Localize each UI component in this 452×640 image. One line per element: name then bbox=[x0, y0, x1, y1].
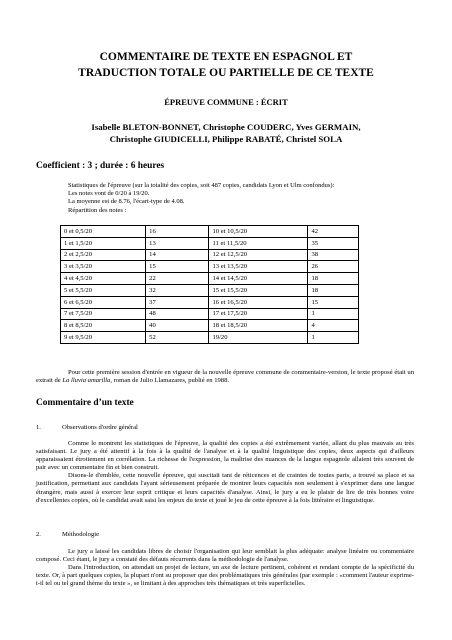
paragraph: Disons-le d'emblée, cette nouvelle épreuve, qui suscitait tant de réticences et de craintes de toutes parts, a trouvé sa place et sa justification, permettant aux candidats l'ayant sérieusement préparée de montrer leurs capacités non seulement à s'exprimer dans une langue étrangère, mais aussi à exercer leur esprit critique et leurs capacités d'analyse. Ainsi, le jury a eu le plaisir de lire de très bonnes voire d'excellentes copies, où le candidat avait saisi les enjeux du texte et joué le jeu de cette épreuve à la fois littéraire et linguistique. bbox=[36, 472, 414, 504]
copy-count-cell: 48 bbox=[146, 308, 209, 320]
copy-count-cell: 1 bbox=[308, 308, 359, 320]
table-row bbox=[61, 249, 359, 261]
grade-range-cell: 8 et 8,5/20 bbox=[61, 320, 146, 332]
book-title: La lluvia amarilla bbox=[62, 377, 111, 385]
copy-count-cell: 4 bbox=[308, 320, 359, 332]
copy-count-cell: 42 bbox=[308, 226, 359, 238]
copy-count-cell: 13 bbox=[146, 237, 209, 249]
document-title bbox=[40, 49, 412, 81]
grade-range-cell: 1 et 1,5/20 bbox=[61, 237, 146, 249]
stats-line-1: Statistiques de l'épreuve (sur la totalité des copies, soit 487 copies, candidats Lyon et Ulm confondus): bbox=[68, 182, 335, 189]
table-row bbox=[61, 332, 359, 344]
copy-count-cell: 38 bbox=[308, 249, 359, 261]
copy-count-cell: 32 bbox=[146, 284, 209, 296]
section-heading: Commentaire d’un texte bbox=[36, 398, 134, 408]
authors bbox=[40, 122, 412, 145]
copy-count-cell: 16 bbox=[146, 226, 209, 238]
copy-count-cell: 35 bbox=[308, 237, 359, 249]
table-row bbox=[61, 320, 359, 332]
exam-statistics bbox=[68, 182, 413, 215]
grade-range-cell: 4 et 4,5/20 bbox=[61, 273, 146, 285]
grade-range-cell: 19/20 bbox=[209, 332, 308, 344]
authors-line-1: Isabelle BLETON-BONNET, Christophe COUDERC, Yves GERMAIN, bbox=[91, 122, 361, 132]
grade-range-cell: 9 et 9,5/20 bbox=[61, 332, 146, 344]
copy-count-cell: 26 bbox=[308, 261, 359, 273]
subsection-1-title: Observations d'ordre général bbox=[62, 424, 138, 431]
grade-range-cell: 7 et 7,5/20 bbox=[61, 308, 146, 320]
subsection-1-body bbox=[36, 440, 414, 505]
table-row bbox=[61, 284, 359, 296]
exam-type: ÉPREUVE COMMUNE : ÉCRIT bbox=[164, 97, 288, 107]
title-line-1: COMMENTAIRE DE TEXTE EN ESPAGNOL ET bbox=[99, 51, 353, 63]
subsection-2-number: 2. bbox=[36, 531, 41, 538]
grade-range-cell: 5 et 5,5/20 bbox=[61, 284, 146, 296]
coefficient-heading: Coefficient : 3 ; durée : 6 heures bbox=[36, 161, 165, 171]
grade-range-cell: 17 et 17,5/20 bbox=[209, 308, 308, 320]
stats-line-4: Répartition des notes : bbox=[68, 206, 127, 214]
grade-range-cell: 14 et 14,5/20 bbox=[209, 273, 308, 285]
grade-range-cell: 12 et 12,5/20 bbox=[209, 249, 308, 261]
grade-range-cell: 11 et 11,5/20 bbox=[209, 237, 308, 249]
stats-line-3: La moyenne est de 8.76, l'écart-type de 4.08. bbox=[68, 198, 185, 206]
copy-count-cell: 40 bbox=[146, 320, 209, 332]
intro-text-before: Pour cette première session d'entrée en vigueur de la nouvelle épreuve commune de commentaire-version, le texte proposé était un extrait de bbox=[36, 369, 414, 385]
table-row bbox=[61, 237, 359, 249]
grade-range-cell: 18 et 18,5/20 bbox=[209, 320, 308, 332]
table-row bbox=[61, 308, 359, 320]
copy-count-cell: 18 bbox=[308, 284, 359, 296]
copy-count-cell: 37 bbox=[146, 296, 209, 308]
authors-line-2: Christophe GIUDICELLI, Philippe RABATÉ, Christel SOLA bbox=[109, 133, 343, 144]
table-row bbox=[61, 296, 359, 308]
table-row bbox=[61, 261, 359, 273]
grade-range-cell: 6 et 6,5/20 bbox=[61, 296, 146, 308]
grade-range-cell: 13 et 13,5/20 bbox=[209, 261, 308, 273]
paragraph: Comme le montrent les statistiques de l'épreuve, la qualité des copies a été extrêmement variée, allant du plus mauvais au très satisfaisant. Le jury a été attentif à la fois à la qualité de l'analyse et à la qualité linguistique des copies, deux aspects qui d'ailleurs apparaissaient étroitement en corrélation. La richesse de l'expression, la maîtrise des nuances de la langue espagnole allaient très souvent de pair avec un commentaire fin et bien construit. bbox=[36, 440, 414, 472]
subsection-1-number: 1. bbox=[36, 424, 41, 431]
intro-text-after: , roman de Julio Llamazares, publié en 1988. bbox=[110, 377, 230, 385]
grade-range-cell: 15 et 15,5/20 bbox=[209, 284, 308, 296]
grade-distribution-table bbox=[60, 225, 359, 344]
grade-range-cell: 10 et 10,5/20 bbox=[209, 226, 308, 238]
table-row bbox=[61, 226, 359, 238]
copy-count-cell: 18 bbox=[308, 273, 359, 285]
subsection-2-body bbox=[36, 548, 414, 588]
grade-range-cell: 3 et 3,5/20 bbox=[61, 261, 146, 273]
copy-count-cell: 1 bbox=[308, 332, 359, 344]
subsection-1-heading bbox=[36, 424, 138, 431]
copy-count-cell: 14 bbox=[146, 249, 209, 261]
grade-range-cell: 16 et 16,5/20 bbox=[209, 296, 308, 308]
subsection-2-title: Méthodologie bbox=[62, 531, 99, 538]
copy-count-cell: 15 bbox=[146, 261, 209, 273]
paragraph: Le jury a laissé les candidats libres de choisir l'organisation qui leur semblait la plus adéquate: analyse linéaire ou commentaire composé. Ceci étant, le jury a constaté des défauts récurrents dans la méthodologie de l'analyse. bbox=[36, 548, 414, 564]
grade-range-cell: 2 et 2,5/20 bbox=[61, 249, 146, 261]
paragraph: Dans l'introduction, on attendait un projet de lecture, un axe de lecture pertinent, cohérent et rendant compte de la spécificité du texte. Or, à part quelques copies, la plupart n'ont su proposer que des problématiques très générales (par exemple : «comment l'auteur exprime-t-il tel ou tel grand thème du texte », se limitant à des approches très thématiques et très superficielles. bbox=[36, 564, 414, 588]
intro-paragraph bbox=[36, 369, 414, 385]
subsection-2-heading bbox=[36, 531, 99, 538]
grade-range-cell: 0 et 0,5/20 bbox=[61, 226, 146, 238]
copy-count-cell: 22 bbox=[146, 273, 209, 285]
stats-line-2: Les notes vont de 0/20 à 19/20. bbox=[68, 190, 150, 198]
copy-count-cell: 52 bbox=[146, 332, 209, 344]
table-row bbox=[61, 273, 359, 285]
copy-count-cell: 15 bbox=[308, 296, 359, 308]
title-line-2: TRADUCTION TOTALE OU PARTIELLE DE CE TEXTE bbox=[78, 67, 374, 79]
